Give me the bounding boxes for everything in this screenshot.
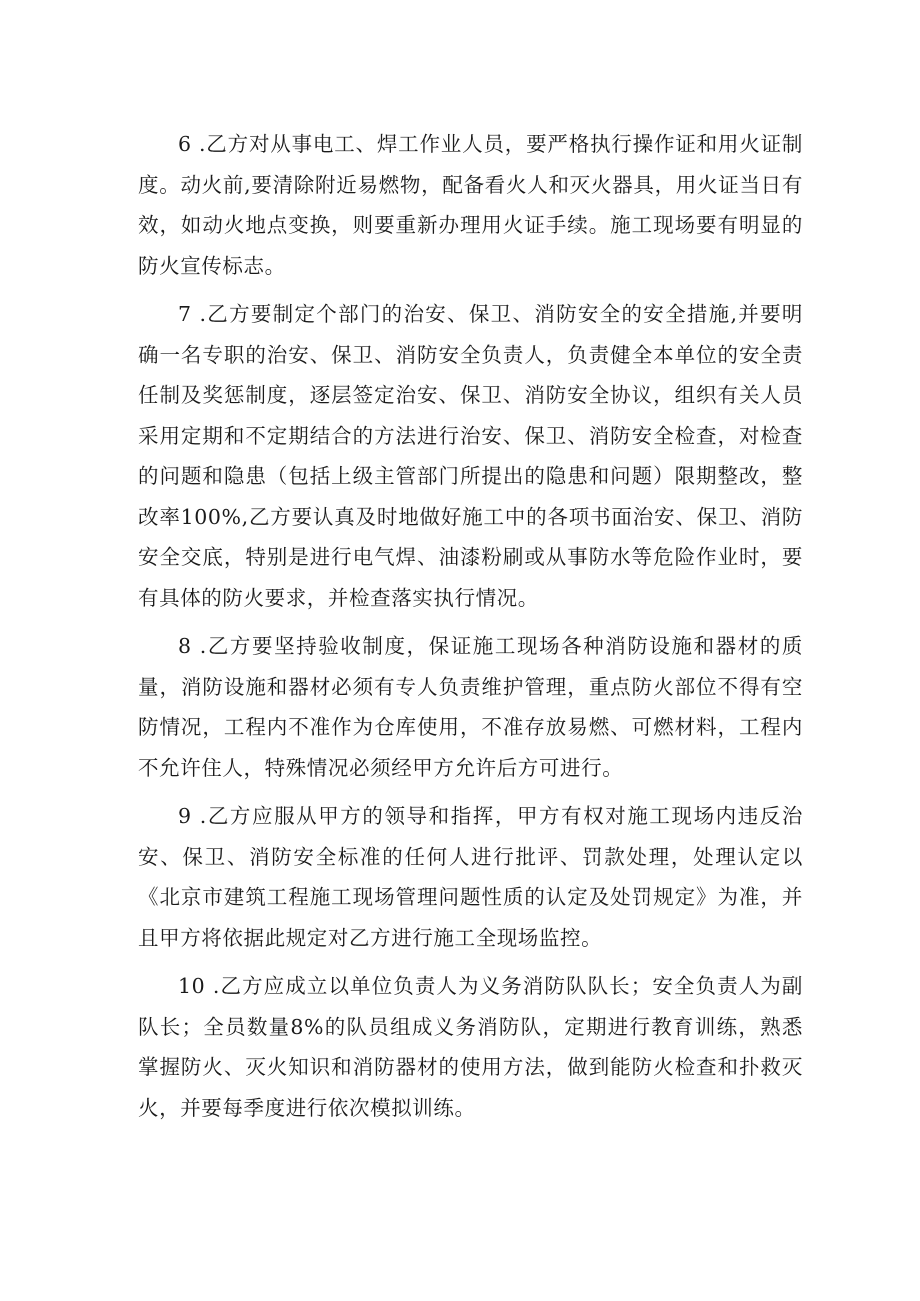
- clause-6-paragraph: 6 .乙方对从事电工、焊工作业人员，要严格执行操作证和用火证制度。动火前,要清除附近易燃物，配备看火人和灭火器具，用火证当日有效，如动火地点变换，则要重新办理用火证手续。施工现场要有明显的防火宣传标志。: [138, 132, 803, 278]
- clause-8-paragraph: 8 .乙方要坚持验收制度，保证施工现场各种消防设施和器材的质量，消防设施和器材必须有专人负责维护管理，重点防火部位不得有空防情况，工程内不准作为仓库使用，不准存放易燃、可燃材料，工程内不允许住人，特殊情况必须经甲方允许后方可进行。: [138, 634, 803, 780]
- clause-10-paragraph: 10 .乙方应成立以单位负责人为义务消防队队长；安全负责人为副队长；全员数量8%的队员组成义务消防队，定期进行教育训练，熟悉掌握防火、灭火知识和消防器材的使用方法，做到能防火检查和扑救灭火，并要每季度进行依次模拟训练。: [138, 974, 803, 1120]
- clause-7-paragraph: 7 .乙方要制定个部门的治安、保卫、消防安全的安全措施,并要明确一名专职的治安、保卫、消防安全负责人，负责健全本单位的安全责任制及奖惩制度，逐层签定治安、保卫、消防安全协议，组织有关人员采用定期和不定期结合的方法进行治安、保卫、消防安全检查，对检查的问题和隐患（包括上级主管部门所提出的隐患和问题）限期整改，整改率100%,乙方要认真及时地做好施工中的各项书面治安、保卫、消防安全交底，特别是进行电气焊、油漆粉刷或从事防水等危险作业时，要有具体的防火要求，并检查落实执行情况。: [138, 302, 803, 610]
- document-page: [138, 124, 803, 1136]
- clause-9-paragraph: 9 .乙方应服从甲方的领导和指挥，甲方有权对施工现场内违反治安、保卫、消防安全标准的任何人进行批评、罚款处理，处理认定以《北京市建筑工程施工现场管理问题性质的认定及处罚规定》为准，并且甲方将依据此规定对乙方进行施工全现场监控。: [138, 804, 803, 950]
